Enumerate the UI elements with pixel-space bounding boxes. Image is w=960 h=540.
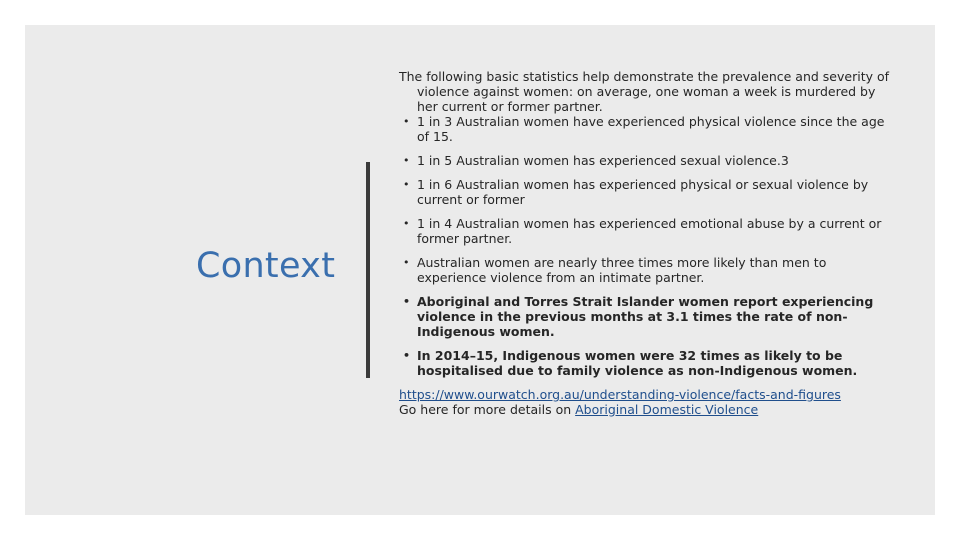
bullet-icon: • bbox=[403, 349, 411, 362]
list-item-text: Australian women are nearly three times more likely than men to experience violence from an intimate partner. bbox=[417, 255, 827, 285]
list-item bbox=[399, 153, 899, 168]
bullet-icon: • bbox=[403, 115, 410, 128]
list-item-text: 1 in 5 Australian women has experienced sexual violence.3 bbox=[417, 153, 789, 168]
vertical-divider bbox=[366, 162, 370, 378]
slide-title: Context bbox=[196, 246, 336, 286]
list-item bbox=[399, 114, 899, 144]
list-item bbox=[399, 177, 899, 207]
list-item-text: Aboriginal and Torres Strait Islander women report experiencing violence in the previous months at 3.1 times the rate of non- Indigenous women. bbox=[417, 294, 874, 339]
bullet-icon: • bbox=[403, 256, 410, 269]
bullet-icon: • bbox=[403, 154, 410, 167]
more-details-line bbox=[399, 402, 899, 417]
more-details-label: Go here for more details on bbox=[399, 402, 576, 417]
list-item bbox=[399, 294, 899, 339]
list-item bbox=[399, 255, 899, 285]
source-line bbox=[399, 387, 899, 402]
bullet-icon: • bbox=[403, 295, 411, 308]
bullet-icon: • bbox=[403, 178, 410, 191]
bullet-icon: • bbox=[403, 217, 410, 230]
statistics-list bbox=[399, 114, 899, 378]
content-area bbox=[399, 69, 899, 417]
source-link[interactable]: https://www.ourwatch.org.au/understanding-violence/facts-and-figures bbox=[399, 387, 841, 402]
list-item-text: 1 in 3 Australian women have experienced physical violence since the age of 15. bbox=[417, 114, 885, 144]
list-item bbox=[399, 216, 899, 246]
aboriginal-dv-link[interactable]: Aboriginal Domestic Violence bbox=[575, 402, 759, 417]
list-item-text: 1 in 4 Australian women has experienced emotional abuse by a current or former partner. bbox=[417, 216, 882, 246]
intro-paragraph: The following basic statistics help demonstrate the prevalence and severity of violence against women: on average, one woman a week is murdered by her current or former partner. bbox=[399, 69, 890, 114]
list-item-text: In 2014–15, Indigenous women were 32 times as likely to be hospitalised due to family violence as non-Indigenous women. bbox=[417, 348, 858, 378]
list-item-text: 1 in 6 Australian women has experienced physical or sexual violence by current or former bbox=[417, 177, 869, 207]
list-item bbox=[399, 348, 899, 378]
